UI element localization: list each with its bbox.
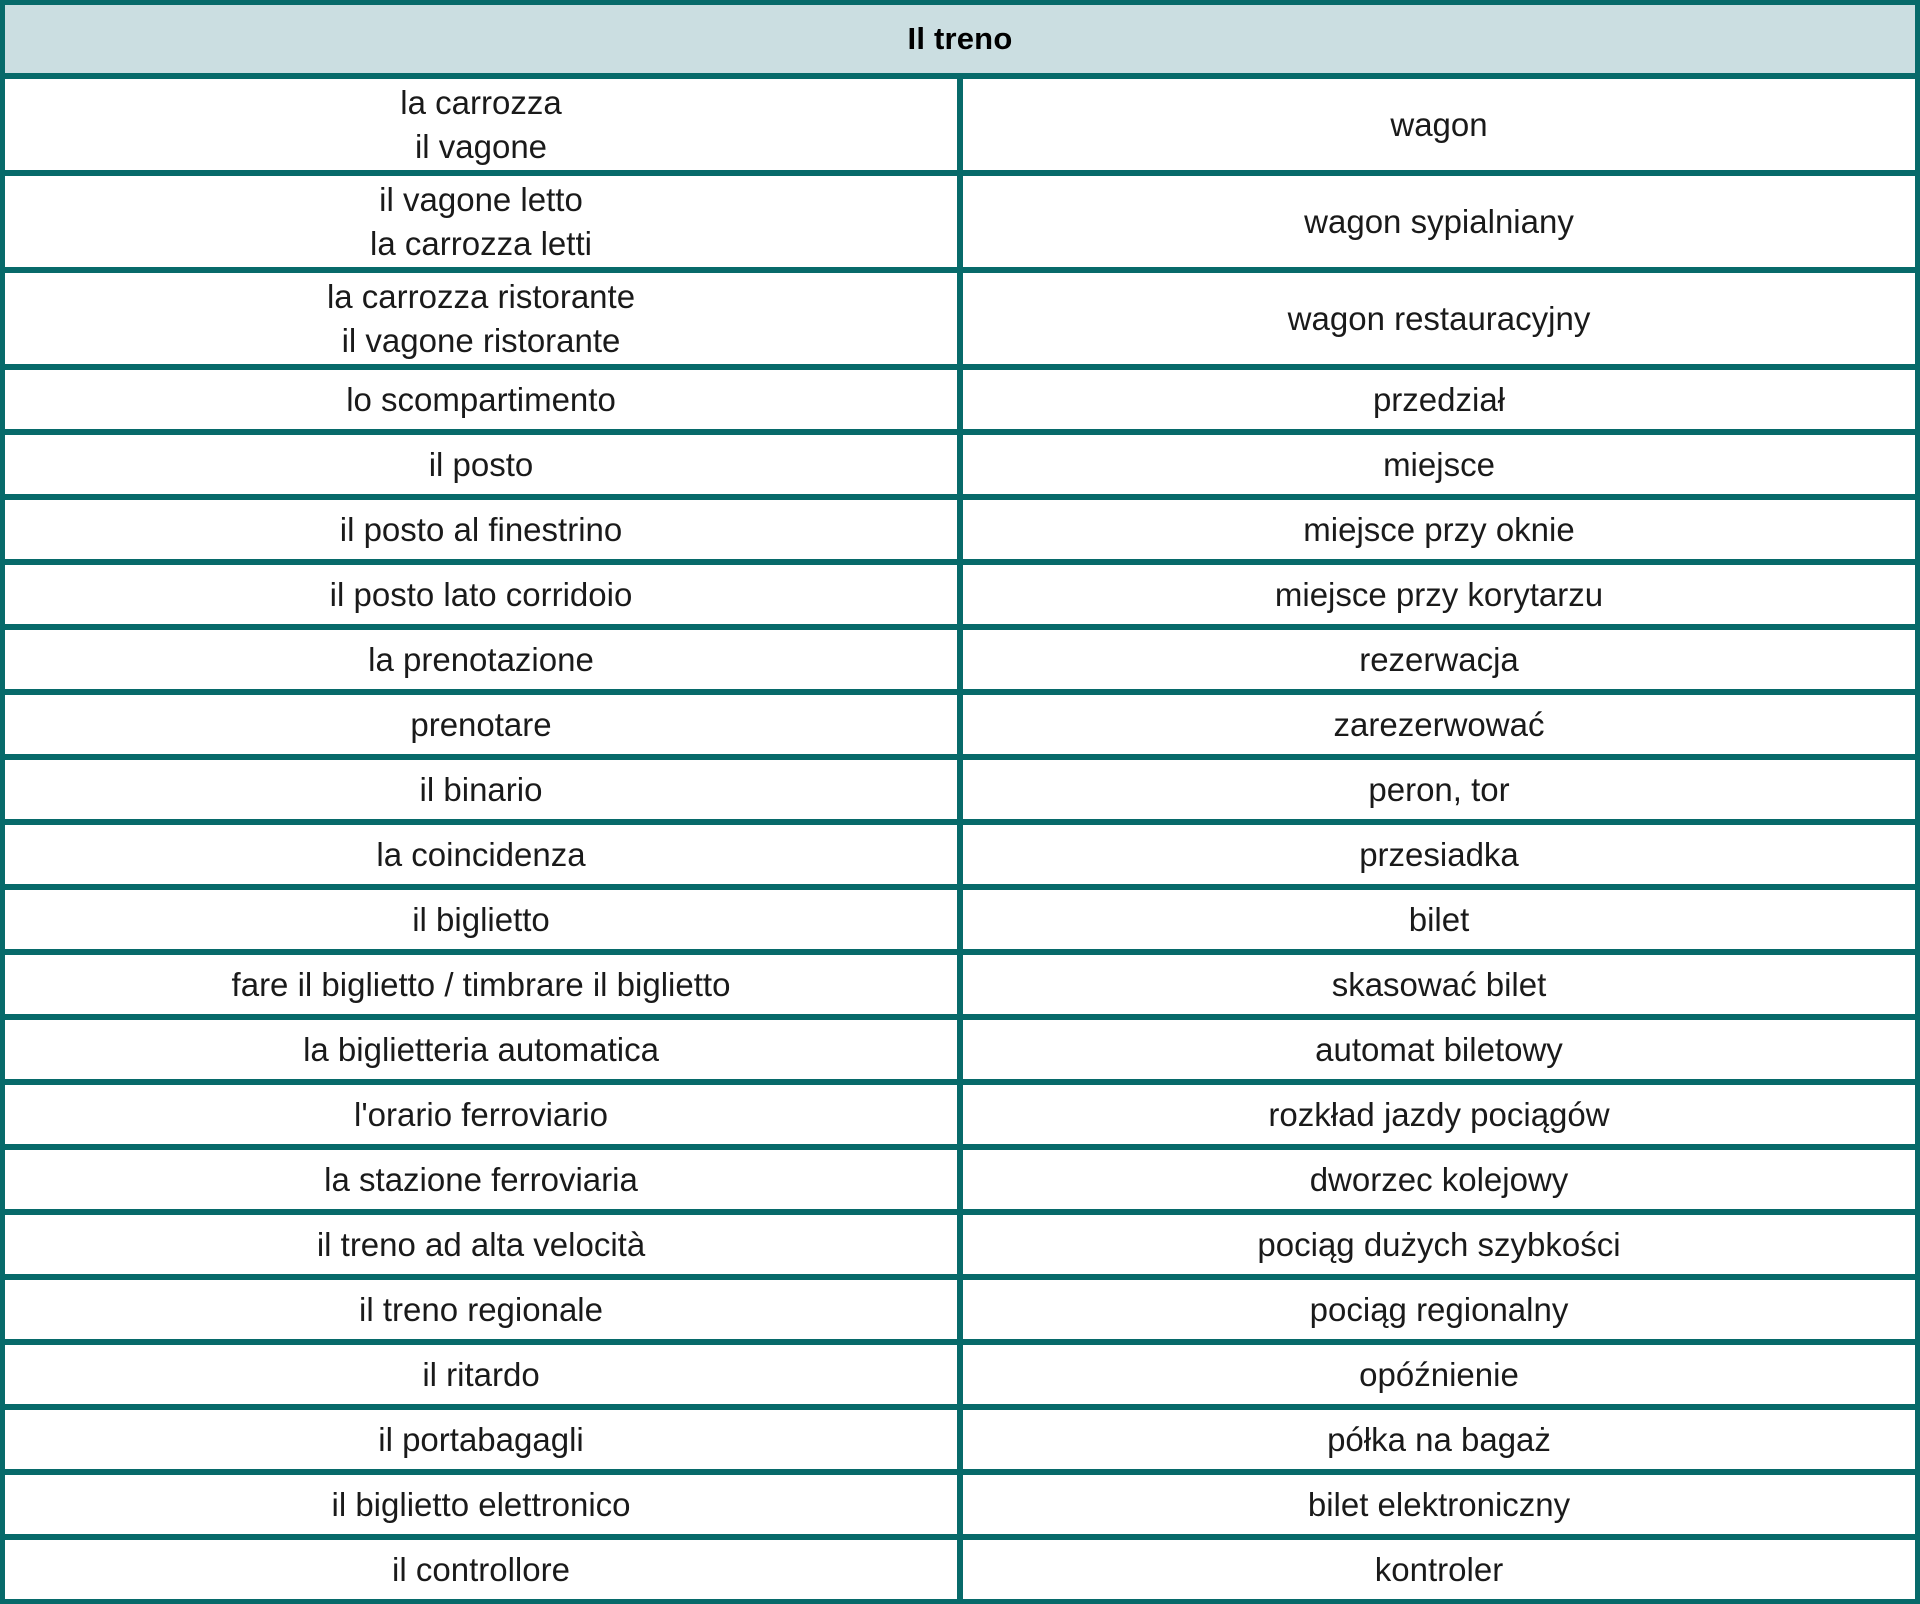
cell-italian: la stazione ferroviaria — [2, 1147, 960, 1212]
cell-italian: il treno ad alta velocità — [2, 1212, 960, 1277]
table-row — [2, 822, 1918, 887]
table-row — [2, 1082, 1918, 1147]
table-row — [2, 432, 1918, 497]
cell-italian: il vagone letto la carrozza letti — [2, 173, 960, 270]
table-row — [2, 562, 1918, 627]
cell-italian: il binario — [2, 757, 960, 822]
table-row — [2, 757, 1918, 822]
cell-italian: la prenotazione — [2, 627, 960, 692]
cell-polish: kontroler — [960, 1537, 1918, 1602]
cell-polish: bilet — [960, 887, 1918, 952]
cell-polish: zarezerwować — [960, 692, 1918, 757]
cell-italian: la carrozza il vagone — [2, 76, 960, 173]
table-row — [2, 1472, 1918, 1537]
table-row — [2, 952, 1918, 1017]
cell-italian: il biglietto elettronico — [2, 1472, 960, 1537]
table-row — [2, 76, 1918, 173]
cell-italian: lo scompartimento — [2, 367, 960, 432]
cell-italian: il controllore — [2, 1537, 960, 1602]
table-row — [2, 1537, 1918, 1602]
table-body — [2, 76, 1918, 1602]
table-header-row — [2, 2, 1918, 76]
cell-polish: peron, tor — [960, 757, 1918, 822]
table-row — [2, 497, 1918, 562]
table-row — [2, 367, 1918, 432]
cell-polish: pociąg dużych szybkości — [960, 1212, 1918, 1277]
cell-polish: miejsce przy oknie — [960, 497, 1918, 562]
cell-polish: wagon — [960, 76, 1918, 173]
cell-polish: rozkład jazdy pociągów — [960, 1082, 1918, 1147]
table-row — [2, 173, 1918, 270]
cell-italian: il biglietto — [2, 887, 960, 952]
cell-polish: przesiadka — [960, 822, 1918, 887]
table-row — [2, 270, 1918, 367]
table-row — [2, 1277, 1918, 1342]
cell-polish: wagon restauracyjny — [960, 270, 1918, 367]
cell-italian: il portabagagli — [2, 1407, 960, 1472]
cell-polish: dworzec kolejowy — [960, 1147, 1918, 1212]
cell-italian: la carrozza ristorante il vagone ristorante — [2, 270, 960, 367]
cell-polish: rezerwacja — [960, 627, 1918, 692]
table-row — [2, 692, 1918, 757]
cell-polish: wagon sypialniany — [960, 173, 1918, 270]
cell-polish: półka na bagaż — [960, 1407, 1918, 1472]
table-row — [2, 1342, 1918, 1407]
cell-italian: il ritardo — [2, 1342, 960, 1407]
cell-italian: il treno regionale — [2, 1277, 960, 1342]
cell-polish: pociąg regionalny — [960, 1277, 1918, 1342]
table-row — [2, 1212, 1918, 1277]
table-row — [2, 1147, 1918, 1212]
cell-italian: l'orario ferroviario — [2, 1082, 960, 1147]
cell-italian: il posto al finestrino — [2, 497, 960, 562]
table-row — [2, 627, 1918, 692]
table-row — [2, 1407, 1918, 1472]
table-row — [2, 1017, 1918, 1082]
cell-polish: automat biletowy — [960, 1017, 1918, 1082]
cell-italian: il posto lato corridoio — [2, 562, 960, 627]
cell-polish: miejsce — [960, 432, 1918, 497]
table-title: Il treno — [2, 2, 1918, 76]
cell-italian: prenotare — [2, 692, 960, 757]
cell-polish: bilet elektroniczny — [960, 1472, 1918, 1537]
cell-italian: il posto — [2, 432, 960, 497]
cell-italian: la biglietteria automatica — [2, 1017, 960, 1082]
cell-polish: opóźnienie — [960, 1342, 1918, 1407]
cell-polish: skasować bilet — [960, 952, 1918, 1017]
cell-polish: miejsce przy korytarzu — [960, 562, 1918, 627]
cell-italian: la coincidenza — [2, 822, 960, 887]
cell-italian: fare il biglietto / timbrare il biglietto — [2, 952, 960, 1017]
table-row — [2, 887, 1918, 952]
cell-polish: przedział — [960, 367, 1918, 432]
